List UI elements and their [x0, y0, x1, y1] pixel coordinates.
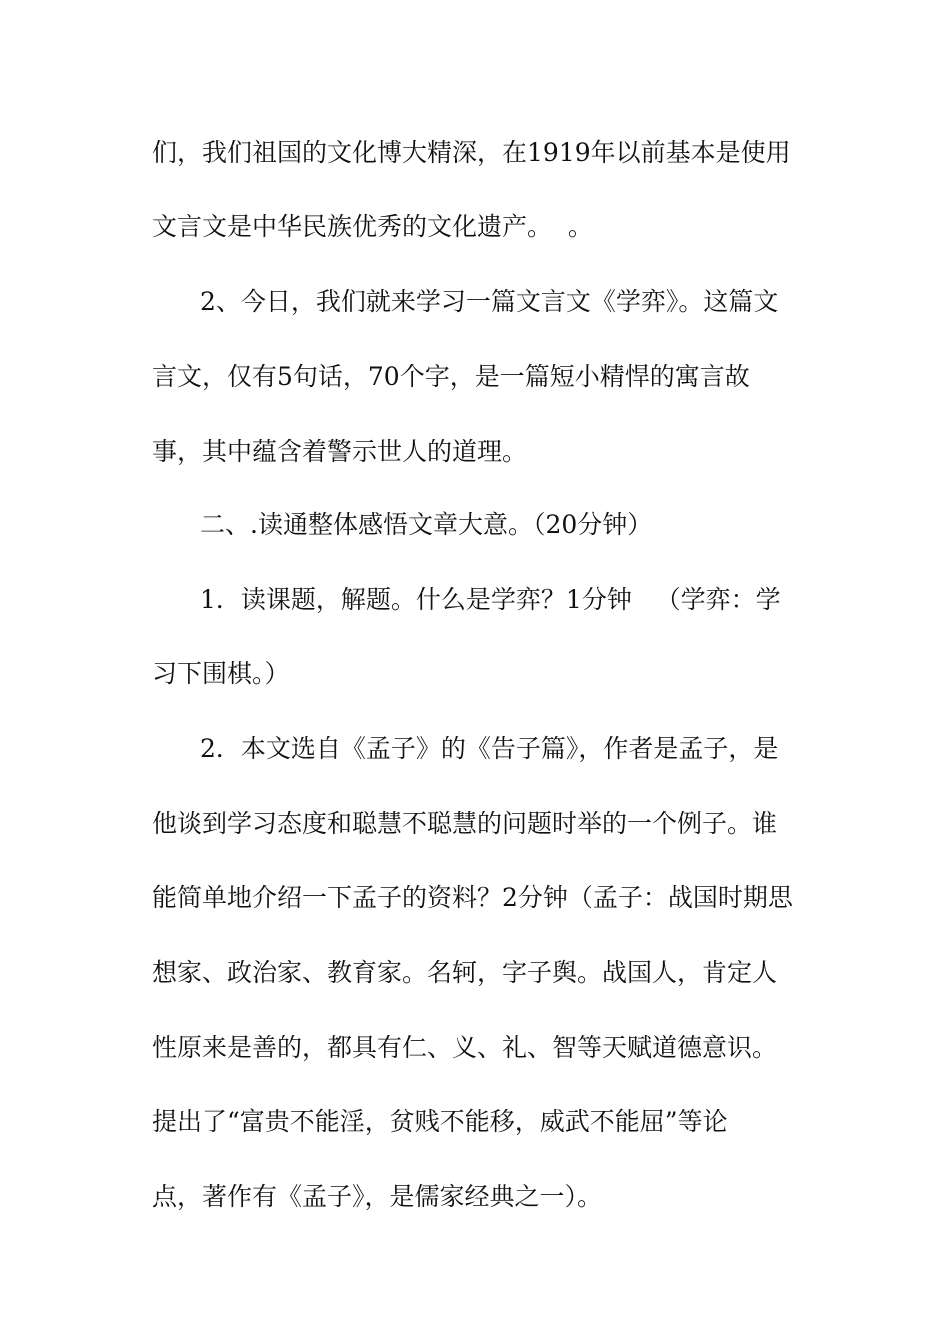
text-line-9: 2．本文选自《孟子》的《告子篇》，作者是孟子，是	[200, 734, 779, 763]
text-line-1: 们，我们祖国的文化博大精深，在1919年以前基本是使用	[152, 138, 791, 167]
text-line-11: 能简单地介绍一下孟子的资料？2分钟（孟子：战国时期思	[152, 883, 793, 912]
text-line-14: 提出了“富贵不能淫，贫贱不能移，威武不能屈”等论	[152, 1107, 728, 1136]
text-line-15: 点，著作有《孟子》，是儒家经典之一）。	[152, 1182, 603, 1211]
text-line-6: 二、.读通整体感悟文章大意。（20分钟）	[200, 510, 653, 539]
text-line-8: 习下围棋。）	[152, 659, 290, 688]
text-line-7: 1．读课题，解题。什么是学弈？1分钟 （学弈：学	[200, 585, 781, 614]
text-line-3: 2、今日，我们就来学习一篇文言文《学弈》。这篇文	[200, 287, 779, 316]
text-line-13: 性原来是善的，都具有仁、义、礼、智等天赋道德意识。	[152, 1033, 778, 1062]
text-line-12: 想家、政治家、教育家。名轲，字子舆。战国人，肯定人	[152, 958, 778, 987]
text-line-2: 文言文是中华民族优秀的文化遗产。 。	[152, 212, 593, 241]
text-line-10: 他谈到学习态度和聪慧不聪慧的问题时举的一个例子。谁	[152, 809, 778, 838]
text-line-4: 言文，仅有5句话，70个字，是一篇短小精悍的寓言故	[152, 362, 750, 391]
text-line-5: 事，其中蕴含着警示世人的道理。	[152, 437, 528, 466]
